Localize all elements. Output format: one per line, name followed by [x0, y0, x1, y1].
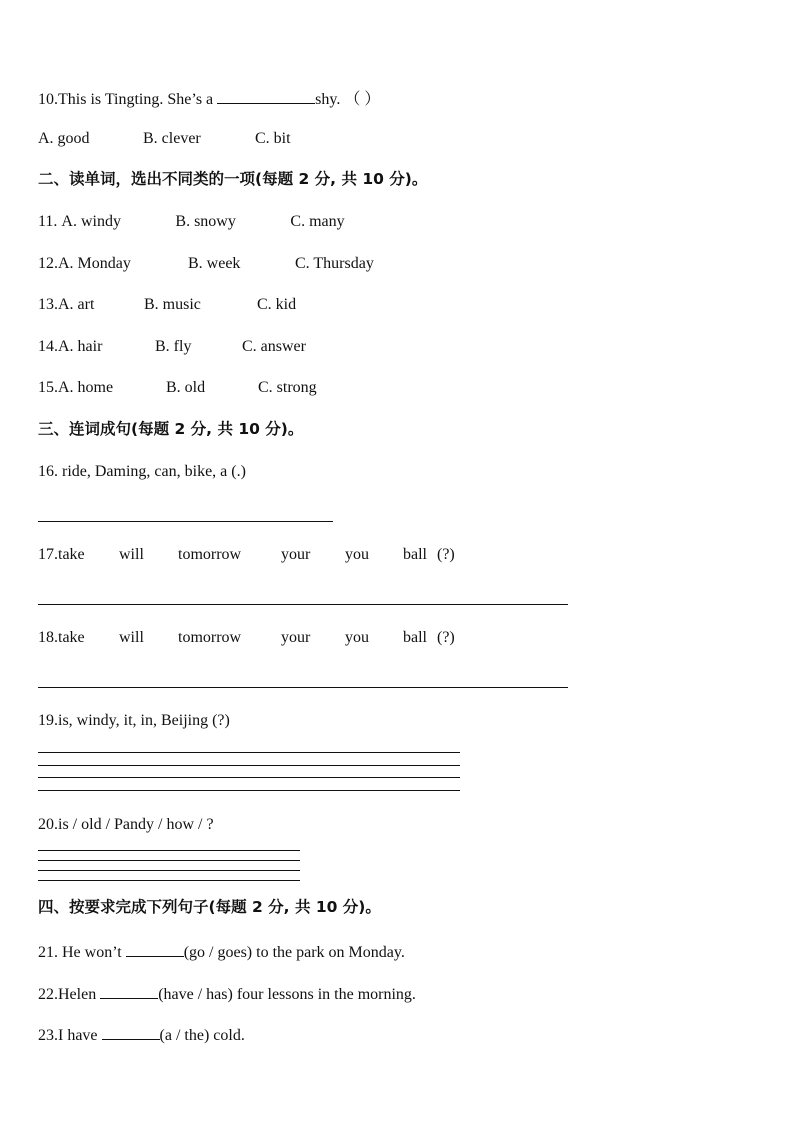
answer-blank[interactable]	[217, 87, 315, 104]
question-22-suffix: (have / has) four lessons in the morning.	[158, 986, 416, 1003]
option-c: C. bit	[255, 130, 291, 147]
question-10-prefix: 10.This is Tingting. She’s a	[38, 91, 218, 108]
option-c: C. Thursday	[295, 255, 374, 272]
word: your	[281, 629, 311, 646]
word: will	[119, 629, 144, 646]
option-a: A. home	[58, 379, 114, 396]
word: take	[58, 629, 85, 646]
question-18	[38, 628, 455, 648]
answer-line	[38, 860, 300, 861]
word: will	[119, 546, 144, 563]
question-number: 13.	[38, 296, 58, 313]
section-2-heading: 二、读单词，选出不同类的一项(每题 2 分, 共 10 分)。	[38, 170, 428, 188]
option-a: A. Monday	[58, 255, 131, 272]
answer-blank[interactable]	[126, 940, 184, 957]
question-number: 18.	[38, 629, 58, 646]
question-number: 12.	[38, 255, 58, 272]
word: your	[281, 546, 311, 563]
question-23	[38, 1023, 245, 1046]
option-c: C. strong	[258, 379, 317, 396]
option-a: A. good	[38, 130, 90, 147]
question-number: 15.	[38, 379, 58, 396]
question-14	[38, 337, 306, 357]
option-b: B. week	[188, 255, 241, 272]
question-20: 20.is / old / Pandy / how / ?	[38, 816, 214, 833]
answer-line	[38, 870, 300, 871]
question-23-suffix: (a / the) cold.	[159, 1027, 245, 1044]
question-10-options	[38, 129, 291, 149]
question-number: 17.	[38, 546, 58, 563]
answer-line	[38, 790, 460, 791]
question-12	[38, 254, 374, 274]
section-3-heading: 三、连词成句(每题 2 分, 共 10 分)。	[38, 420, 304, 438]
word: tomorrow	[178, 629, 242, 646]
option-a: A. windy	[61, 213, 121, 230]
question-17	[38, 545, 455, 565]
option-a: A. art	[58, 296, 95, 313]
answer-line	[38, 880, 300, 881]
question-19: 19.is, windy, it, in, Beijing (?)	[38, 712, 230, 729]
answer-line[interactable]	[38, 687, 568, 688]
option-c: C. answer	[242, 338, 306, 355]
question-22-prefix: 22.Helen	[38, 986, 101, 1003]
question-11	[38, 212, 345, 232]
word: ball	[403, 629, 427, 646]
question-23-prefix: 23.I have	[38, 1027, 102, 1044]
word: take	[58, 546, 85, 563]
question-22	[38, 982, 416, 1005]
answer-line[interactable]	[38, 752, 460, 753]
answer-blank[interactable]	[100, 982, 158, 999]
option-b: B. snowy	[175, 213, 236, 230]
word: you	[345, 546, 369, 563]
answer-line[interactable]	[38, 850, 300, 851]
word: (?)	[437, 546, 455, 563]
question-13	[38, 295, 296, 315]
option-b: B. old	[166, 379, 206, 396]
option-b: B. music	[144, 296, 201, 313]
word: you	[345, 629, 369, 646]
option-c: C. kid	[257, 296, 297, 313]
question-number: 14.	[38, 338, 58, 355]
answer-line[interactable]	[38, 521, 333, 522]
question-16: 16. ride, Daming, can, bike, a (.)	[38, 463, 246, 480]
section-4-heading: 四、按要求完成下列句子(每题 2 分, 共 10 分)。	[38, 898, 381, 916]
question-21	[38, 940, 405, 963]
question-21-prefix: 21. He won’t	[38, 944, 126, 961]
word: (?)	[437, 629, 455, 646]
option-a: A. hair	[58, 338, 103, 355]
answer-blank[interactable]	[102, 1023, 160, 1040]
option-b: B. clever	[143, 130, 201, 147]
question-15	[38, 378, 317, 398]
option-b: B. fly	[155, 338, 192, 355]
word: tomorrow	[178, 546, 242, 563]
question-21-suffix: (go / goes) to the park on Monday.	[183, 944, 405, 961]
question-10	[38, 87, 380, 110]
option-c: C. many	[290, 213, 345, 230]
question-number: 11.	[38, 213, 62, 230]
question-10-suffix: shy. （ ）	[315, 91, 381, 108]
answer-line	[38, 777, 460, 778]
answer-line	[38, 765, 460, 766]
word: ball	[403, 546, 427, 563]
answer-line[interactable]	[38, 604, 568, 605]
